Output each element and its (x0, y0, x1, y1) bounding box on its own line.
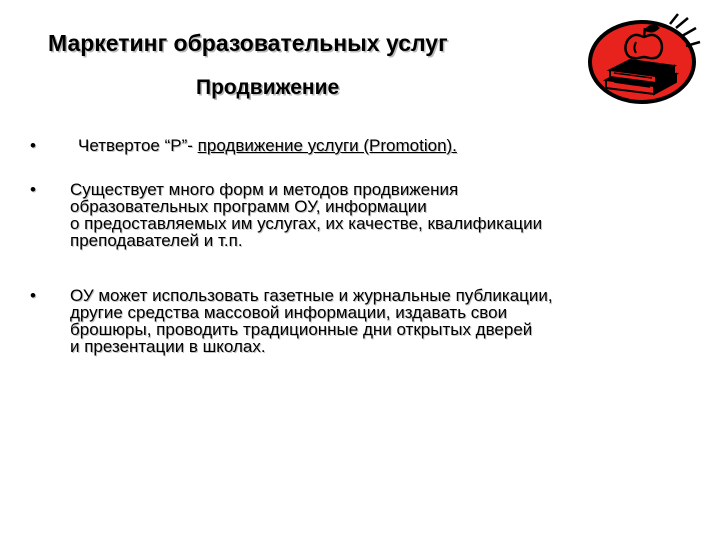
bullet-line: другие средства массовой информации, издавать свои (70, 303, 508, 322)
bullet-line: о предоставляемых им услугах, их качестве, квалификации (70, 214, 543, 233)
bullet-marker: • (30, 136, 36, 155)
bullet-line: брошюры, проводить традиционные дни открытых дверей (70, 320, 533, 339)
bullet-prefix: Четвертое “P”- (78, 136, 198, 155)
bullet-text (70, 181, 670, 249)
bullet-line: Существует много форм и методов продвижения (70, 180, 459, 199)
bullet-emphasis: продвижение услуги (Promotion). (197, 136, 457, 155)
slide-subtitle: Продвижение (196, 76, 340, 99)
bullet-marker: • (30, 180, 36, 199)
bullet-line: преподавателей и т.п. (70, 231, 243, 250)
bullet-text (78, 137, 457, 154)
bullet-line: образовательных программ ОУ, информации (70, 197, 427, 216)
bullet-marker: • (30, 286, 36, 305)
bullet-line: ОУ может использовать газетные и журнальные публикации, (70, 286, 553, 305)
slide-title: Маркетинг образовательных услуг (48, 30, 448, 56)
bullet-text (70, 287, 670, 355)
bullet-line: и презентации в школах. (70, 337, 266, 356)
books-and-apple-icon (584, 12, 702, 108)
